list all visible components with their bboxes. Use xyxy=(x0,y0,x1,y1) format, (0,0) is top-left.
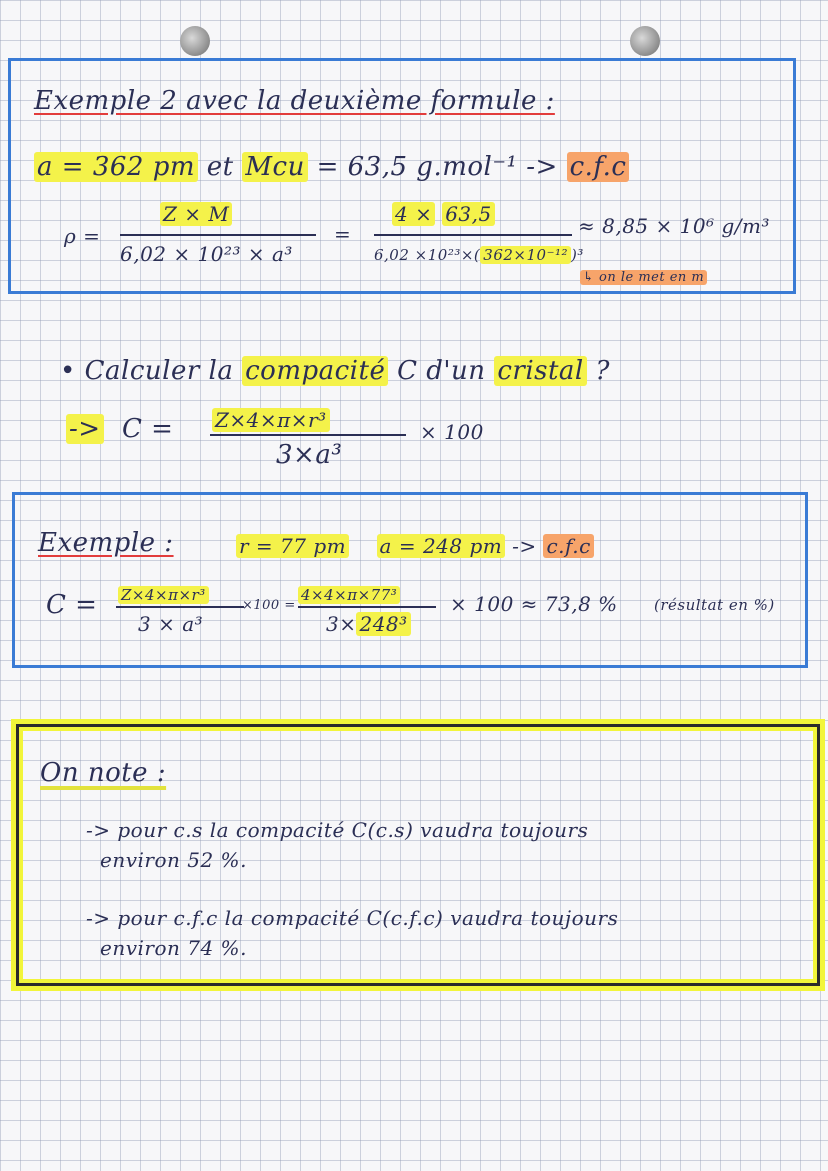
example3-box xyxy=(12,492,808,668)
example3-mid: ×100 = xyxy=(242,598,296,613)
formula2-denominator: 6,02 ×10²³×( 362×10⁻¹² )³ xyxy=(374,246,584,264)
compacite-c-eq: C = xyxy=(122,414,174,444)
compacite-arrow: -> xyxy=(66,414,104,444)
formula1-denominator: 6,02 × 10²³ × a³ xyxy=(120,242,293,266)
example3-d1: 3 × a³ xyxy=(138,612,204,636)
note-line1a: -> pour c.s la compacité C(c.s) vaudra toujours xyxy=(86,818,589,842)
example3-result: × 100 ≈ 73,8 % xyxy=(450,592,618,616)
punch-hole-right xyxy=(630,26,660,56)
given-a: a = 362 pm xyxy=(34,152,198,182)
rho-label: ρ = xyxy=(64,224,101,248)
compacite-bar xyxy=(210,434,406,436)
note-line2b: environ 74 %. xyxy=(100,936,247,960)
example2-title: Exemple 2 avec la deuxième formule : xyxy=(34,86,555,116)
note-line1b: environ 52 %. xyxy=(100,848,247,872)
example3-bar2 xyxy=(298,606,436,608)
example3-title: Exemple : xyxy=(38,528,174,558)
compacite-numerator: Z×4×π×r³ xyxy=(212,408,330,432)
given-et: et xyxy=(206,152,234,182)
compacite-question: • Calculer la compacité C d'un cristal ? xyxy=(60,356,610,386)
example3-n1: Z×4×π×r³ xyxy=(118,586,209,604)
example3-given: r = 77 pm a = 248 pm -> c.f.c xyxy=(236,534,594,558)
given-M-value: = 63,5 g.mol⁻¹ xyxy=(316,152,518,182)
given-M-label: Mcu xyxy=(242,152,307,182)
note-title: On note : xyxy=(40,758,167,788)
formula1-bar xyxy=(120,234,316,236)
formula2-bar xyxy=(374,234,572,236)
equals-sign: = xyxy=(334,222,352,246)
punch-hole-left xyxy=(180,26,210,56)
example3-paren: (résultat en %) xyxy=(654,596,775,614)
example3-bar1 xyxy=(116,606,244,608)
density-result: ≈ 8,85 × 10⁶ g/m³ xyxy=(578,214,770,238)
given-arrow: -> xyxy=(526,152,558,182)
example3-n2: 4×4×π×77³ xyxy=(298,586,400,604)
example3-d2: 3× 248³ xyxy=(326,612,411,636)
given-structure: c.f.c xyxy=(567,152,630,182)
compacite-times100: × 100 xyxy=(420,420,484,444)
formula1-numerator: Z × M xyxy=(160,202,232,226)
compacite-denominator: 3×a³ xyxy=(276,440,343,470)
note-line2a: -> pour c.f.c la compacité C(c.f.c) vaudra toujours xyxy=(86,906,619,930)
formula2-numerator: 4 × 63,5 xyxy=(392,202,495,226)
given-line xyxy=(34,152,629,182)
example3-c-eq: C = xyxy=(46,590,98,620)
unit-note: ↳ on le met en m xyxy=(580,270,707,285)
